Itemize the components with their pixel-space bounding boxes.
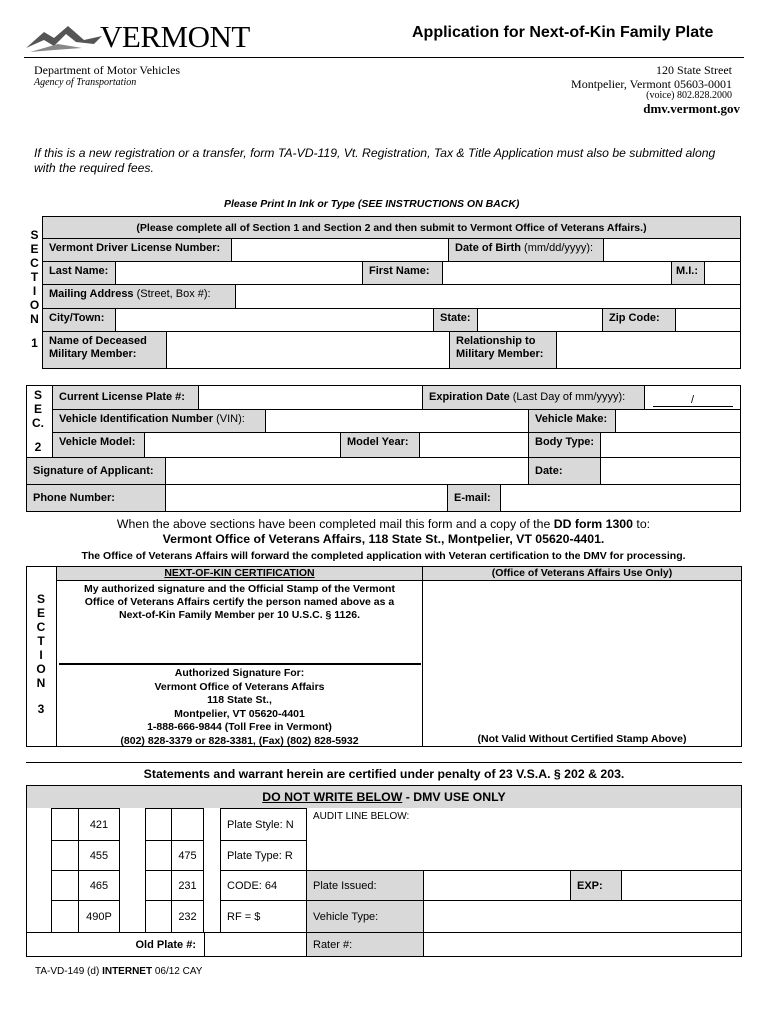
year-label: Model Year:: [340, 432, 420, 458]
code-cell: [51, 870, 79, 901]
vin-input[interactable]: [265, 409, 529, 433]
date-label: Date:: [528, 457, 601, 485]
section-3-label: S E C T I O N 3: [36, 592, 46, 716]
code-cell: [51, 840, 79, 871]
dmv-heading: DO NOT WRITE BELOW - DMV USE ONLY: [262, 790, 506, 804]
code-cell: 232: [171, 900, 204, 933]
code-cell: [145, 870, 172, 901]
first-name-input[interactable]: [442, 261, 672, 285]
voice-phone: (voice) 802.828.2000: [646, 90, 732, 101]
address-city: Montpelier, Vermont 05603-0001: [571, 77, 732, 91]
mailing-label: Mailing Address (Street, Box #):: [42, 284, 236, 309]
relationship-label: Relationship to Military Member:: [449, 331, 557, 369]
relationship-input[interactable]: [556, 331, 741, 369]
dept-name: Department of Motor Vehicles: [34, 63, 181, 77]
phone-input[interactable]: [165, 484, 448, 512]
code-cell: [145, 900, 172, 933]
mountain-logo-icon: [24, 22, 104, 56]
mail-address: Vermont Office of Veterans Affairs, 118 State St., Montpelier, VT 05620-4401.: [162, 532, 605, 546]
plate-issued-label: Plate Issued:: [306, 870, 424, 901]
vehicle-type-input[interactable]: [423, 900, 742, 933]
plate-style-cell: Plate Style: N: [220, 808, 307, 841]
last-name-label: Last Name:: [42, 261, 116, 285]
body-input[interactable]: [600, 432, 741, 458]
audit-line-label: AUDIT LINE BELOW:: [313, 811, 410, 822]
code-cell: 490P: [78, 900, 120, 933]
expiration-input[interactable]: /: [644, 385, 741, 410]
mailing-input[interactable]: [235, 284, 741, 309]
stamp-note: (Not Valid Without Certified Stamp Above): [477, 733, 687, 745]
code-cell: 475: [171, 840, 204, 871]
email-input[interactable]: [500, 484, 741, 512]
section-1-banner: (Please complete all of Section 1 and Section 2 and then submit to Vermont Office of Veterans Affairs.): [42, 216, 741, 239]
code-cell: 465: [78, 870, 120, 901]
dl-label: Vermont Driver License Number:: [42, 238, 232, 262]
year-input[interactable]: [419, 432, 529, 458]
mi-input[interactable]: [704, 261, 741, 285]
forward-note: The Office of Veterans Affairs will forward the completed application with Veteran certification to the DMV for processing.: [81, 550, 686, 562]
divider: [26, 762, 742, 763]
signature-input[interactable]: [165, 457, 529, 485]
dob-label: Date of Birth (mm/dd/yyyy):: [448, 238, 604, 262]
code-cell: 231: [171, 870, 204, 901]
section-1-label: S E C T I O N 1: [29, 228, 40, 350]
body-label: Body Type:: [528, 432, 601, 458]
plate-type-cell: Plate Type: R: [220, 840, 307, 871]
expiration-label: Expiration Date (Last Day of mm/yyyy):: [422, 385, 645, 410]
code-cell: [51, 808, 79, 841]
code-cell: 421: [78, 808, 120, 841]
city-label: City/Town:: [42, 308, 116, 332]
rater-label: Rater #:: [306, 932, 424, 957]
rater-input[interactable]: [423, 932, 742, 957]
vin-label: Vehicle Identification Number (VIN):: [52, 409, 266, 433]
agency-name: Agency of Transportation: [34, 77, 137, 88]
last-name-input[interactable]: [115, 261, 363, 285]
zip-label: Zip Code:: [602, 308, 676, 332]
city-input[interactable]: [115, 308, 434, 332]
plate-issued-input[interactable]: [423, 870, 571, 901]
plate-label: Current License Plate #:: [52, 385, 199, 410]
dl-input[interactable]: [231, 238, 449, 262]
code-cell: [145, 840, 172, 871]
model-label: Vehicle Model:: [52, 432, 145, 458]
mi-label: M.I.:: [671, 261, 705, 285]
authorized-signature-line[interactable]: [59, 663, 421, 665]
exp-label: EXP:: [570, 870, 622, 901]
code-cell: 455: [78, 840, 120, 871]
model-input[interactable]: [144, 432, 341, 458]
make-input[interactable]: [615, 409, 741, 433]
phone-label: Phone Number:: [26, 484, 166, 512]
brand-name: VERMONT: [100, 19, 250, 54]
website[interactable]: dmv.vermont.gov: [643, 101, 740, 116]
certification-heading: NEXT-OF-KIN CERTIFICATION: [57, 567, 422, 581]
state-label: State:: [433, 308, 478, 332]
deceased-label: Name of Deceased Military Member:: [42, 331, 167, 369]
code-cell: [145, 808, 172, 841]
vehicle-type-label: Vehicle Type:: [306, 900, 424, 933]
deceased-input[interactable]: [166, 331, 450, 369]
rf-cell: RF = $: [220, 900, 307, 933]
section-2-label: S E C. 2: [32, 388, 44, 454]
old-plate-label: Old Plate #:: [26, 932, 205, 957]
authorized-block: Authorized Signature For: Vermont Office of Veterans Affairs 118 State St., Montpelier, VT 05620-4401 1-888-666-9844 (Toll Free in Vermont) (802) 828-3379 or 828-3381, (Fax) (802) 828-5932: [120, 667, 359, 747]
date-input[interactable]: [600, 457, 741, 485]
code-cell: [171, 808, 204, 841]
signature-label: Signature of Applicant:: [26, 457, 166, 485]
print-instruction: Please Print In Ink or Type (SEE INSTRUCTIONS ON BACK): [224, 198, 520, 210]
old-plate-input[interactable]: [204, 932, 307, 957]
email-label: E-mail:: [447, 484, 501, 512]
exp-input[interactable]: [621, 870, 742, 901]
code-64-cell: CODE: 64: [220, 870, 307, 901]
certification-text: My authorized signature and the Official Stamp of the Vermont Office of Veterans Affairs certify the person named above as a Next-of-Kin Family Member per 10 U.S.C. § 1126.: [84, 583, 395, 621]
header-rule: [24, 57, 744, 58]
first-name-label: First Name:: [362, 261, 443, 285]
plate-input[interactable]: [198, 385, 423, 410]
state-input[interactable]: [477, 308, 603, 332]
zip-input[interactable]: [675, 308, 741, 332]
vermont-logo: [24, 18, 250, 60]
address-street: 120 State Street: [656, 63, 732, 77]
code-cell: [51, 900, 79, 933]
form-title: Application for Next-of-Kin Family Plate: [412, 24, 714, 41]
ova-use-heading: (Office of Veterans Affairs Use Only): [423, 567, 741, 581]
transfer-notice: If this is a new registration or a transfer, form TA-VD-119, Vt. Registration, Tax & Title Application must also be submitted along with the required fees.: [34, 146, 716, 175]
dob-input[interactable]: [603, 238, 741, 262]
form-id-footer: TA-VD-149 (d) INTERNET 06/12 CAY: [35, 966, 203, 977]
penalty-statement: Statements and warrant herein are certified under penalty of 23 V.S.A. § 202 & 203.: [143, 767, 625, 781]
mail-instruction: When the above sections have been completed mail this form and a copy of the DD form 1300 to:: [116, 517, 651, 531]
make-label: Vehicle Make:: [528, 409, 616, 433]
